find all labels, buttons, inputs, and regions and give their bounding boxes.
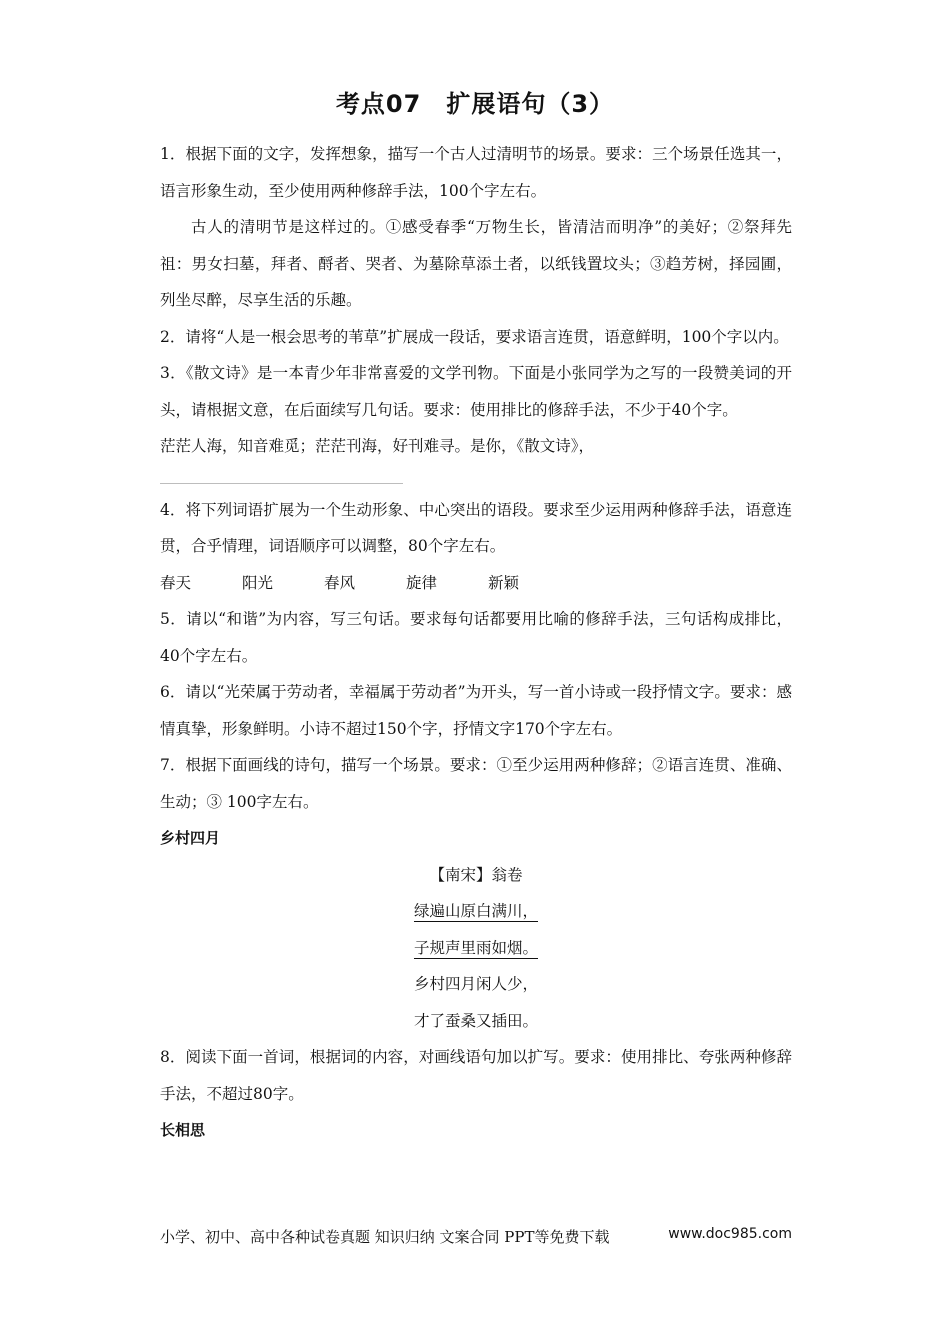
underlined-poem-line: 子规声里雨如烟。 (413, 938, 538, 957)
question-4-word-list (160, 565, 792, 602)
question-7-prompt: 7．根据下面画线的诗句，描写一个场景。要求：①至少运用两种修辞；②语言连贯、准确、生动；③ 100字左右。 (160, 756, 792, 811)
poem-title: 长相思 (160, 1121, 206, 1139)
poem-title: 乡村四月 (160, 829, 221, 847)
question-5-prompt: 5．请以“和谐”为内容，写三句话。要求每句话都要用比喻的修辞手法，三句话构成排比，40个字左右。 (160, 610, 792, 665)
question-2-prompt: 2．请将“人是一根会思考的苇草”扩展成一段话，要求语言连贯，语意鲜明，100个字以内。 (160, 327, 789, 346)
word-item: 旋律 (406, 573, 438, 592)
poem-line (160, 930, 792, 967)
page-footer (160, 1226, 792, 1247)
word-item: 春天 (160, 573, 192, 592)
question-1-prompt: 1．根据下面的文字，发挥想象，描写一个古人过清明节的场景。要求：三个场景任选其一，语言形象生动，至少使用两种修辞手法，100个字左右。 (160, 145, 792, 200)
footer-url: www.doc985.com (668, 1226, 792, 1242)
poem-line: 乡村四月闲人少， (413, 975, 538, 993)
footer-text: 小学、初中、高中各种试卷真题 知识归纳 文案合同 PPT等免费下载 (160, 1228, 610, 1246)
word-item: 新颖 (488, 573, 520, 592)
poem-author: 【南宋】翁卷 (429, 865, 523, 884)
answer-blank-line (160, 483, 403, 484)
poem-line (160, 893, 792, 930)
word-item: 春风 (324, 573, 356, 592)
document-body (160, 136, 792, 1149)
question-3-material: 茫茫人海，知音难觅；茫茫刊海，好刊难寻。是你，《散文诗》， (160, 437, 595, 455)
question-1-material: 古人的清明节是这样过的。①感受春季“万物生长，皆清洁而明净”的美好；②祭拜先祖：男女扫墓，拜者、酹者、哭者、为墓除草添土者，以纸钱置坟头；③趋芳树，择园圃，列坐尽醉，尽享生活的乐趣。 (160, 218, 792, 309)
poem-line: 才了蚕桑又插田。 (413, 1011, 538, 1030)
word-item: 阳光 (242, 573, 274, 592)
question-6-prompt: 6．请以“光荣属于劳动者，幸福属于劳动者”为开头，写一首小诗或一段抒情文字。要求：感情真挚，形象鲜明。小诗不超过150个字，抒情文字170个字左右。 (160, 683, 792, 738)
underlined-poem-line: 绿遍山原白满川， (413, 902, 538, 920)
page-title: 考点07 扩展语句（3） (335, 90, 615, 118)
question-4-prompt: 4．将下列词语扩展为一个生动形象、中心突出的语段。要求至少运用两种修辞手法，语意连贯，合乎情理，词语顺序可以调整，80个字左右。 (160, 500, 792, 555)
question-8-prompt: 8．阅读下面一首词，根据词的内容，对画线语句加以扩写。要求：使用排比、夸张两种修辞手法，不超过80字。 (160, 1048, 792, 1103)
question-3-prompt: 3．《散文诗》是一本青少年非常喜爱的文学刊物。下面是小张同学为之写的一段赞美词的开头，请根据文意，在后面续写几句话。要求：使用排比的修辞手法，不少于40个字。 (160, 364, 792, 419)
